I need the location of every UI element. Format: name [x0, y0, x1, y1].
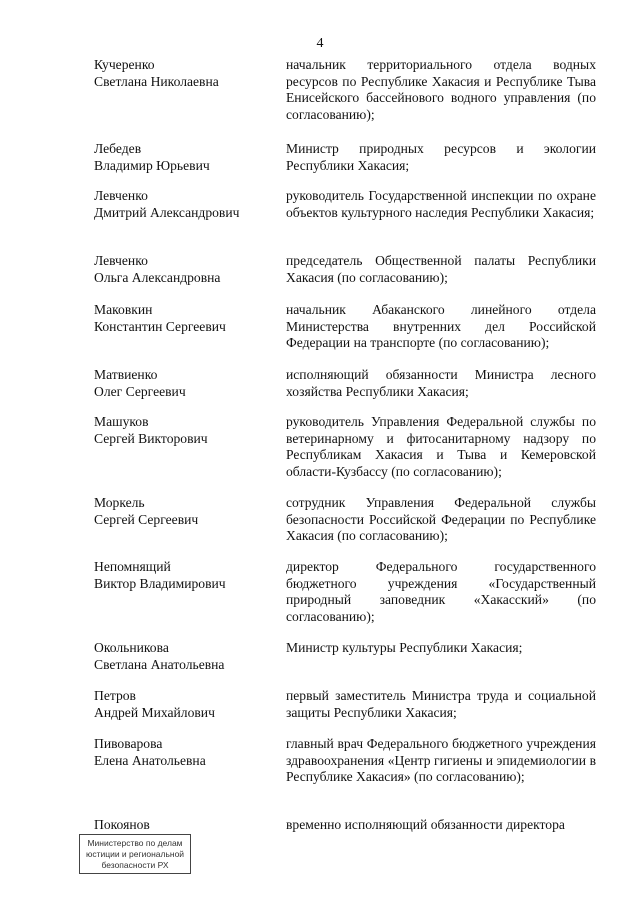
member-given-names: Андрей Михайлович	[94, 704, 215, 720]
member-name	[94, 817, 274, 834]
member-given-names: Ольга Александровна	[94, 269, 221, 285]
member-position: первый заместитель Министра труда и социальной защиты Республики Хакасия;	[286, 688, 596, 720]
member-surname: Левченко	[94, 253, 148, 268]
member-position: руководитель Управления Федеральной службы по ветеринарному и фитосанитарному надзору по Республикам Хакасия и Тыва и Кемеровской области-Кузбассу (по согласованию);	[286, 414, 596, 479]
member-position: временно исполняющий обязанности директора	[286, 817, 565, 832]
member-position: руководитель Государственной инспекции по охране объектов культурного наследия Республики Хакасия;	[286, 188, 596, 220]
member-name	[94, 367, 274, 400]
member-position: сотрудник Управления Федеральной службы безопасности Российской Федерации по Республике Хакасия (по согласованию);	[286, 495, 596, 544]
member-given-names: Сергей Викторович	[94, 430, 208, 446]
page-number: 4	[316, 36, 324, 51]
member-name	[94, 640, 274, 673]
member-surname: Окольникова	[94, 640, 169, 655]
member-name	[94, 57, 274, 90]
member-name	[94, 688, 274, 721]
member-position: директор Федерального государственного бюджетного учреждения «Государственный природный заповедник «Хакасский» (по согласованию);	[286, 559, 596, 624]
member-given-names: Дмитрий Александрович	[94, 204, 240, 220]
member-position: председатель Общественной палаты Республики Хакасия (по согласованию);	[286, 253, 596, 285]
member-given-names: Виктор Владимирович	[94, 575, 226, 591]
member-name	[94, 188, 274, 221]
member-position: Министр культуры Республики Хакасия;	[286, 640, 523, 655]
member-surname: Петров	[94, 688, 136, 703]
member-position: начальник территориального отдела водных ресурсов по Республике Хакасия и Республике Тыва Енисейского бассейнового водного управления (по согласованию);	[286, 57, 596, 122]
member-name	[94, 736, 274, 769]
member-surname: Маковкин	[94, 302, 153, 317]
member-position: исполняющий обязанности Министра лесного хозяйства Республики Хакасия;	[286, 367, 596, 399]
stamp-line: Министерство по делам	[87, 838, 183, 848]
member-name	[94, 253, 274, 286]
member-given-names: Константин Сергеевич	[94, 318, 226, 334]
member-surname: Матвиенко	[94, 367, 158, 382]
member-surname: Моркель	[94, 495, 145, 510]
member-surname: Левченко	[94, 188, 148, 203]
stamp-line: безопасности РХ	[101, 860, 169, 870]
member-surname: Машуков	[94, 414, 149, 429]
member-name	[94, 559, 274, 592]
member-name	[94, 414, 274, 447]
member-position: Министр природных ресурсов и экологии Республики Хакасия;	[286, 141, 596, 173]
member-given-names: Светлана Николаевна	[94, 73, 219, 89]
member-name	[94, 302, 274, 335]
member-surname: Лебедев	[94, 141, 142, 156]
member-given-names: Елена Анатольевна	[94, 752, 206, 768]
member-position: начальник Абаканского линейного отдела Министерства внутренних дел Российской Федерации на транспорте (по согласованию);	[286, 302, 596, 351]
member-surname: Кучеренко	[94, 57, 155, 72]
member-surname: Непомнящий	[94, 559, 171, 574]
member-given-names: Владимир Юрьевич	[94, 157, 210, 173]
member-given-names: Светлана Анатольевна	[94, 656, 225, 672]
member-position: главный врач Федерального бюджетного учреждения здравоохранения «Центр гигиены и эпидемиологии в Республике Хакасия» (по согласованию);	[286, 736, 596, 785]
member-name	[94, 141, 274, 174]
stamp-line: юстиции и региональной	[85, 849, 185, 859]
member-surname: Покоянов	[94, 817, 150, 832]
member-given-names: Олег Сергеевич	[94, 383, 186, 399]
member-name	[94, 495, 274, 528]
member-surname: Пивоварова	[94, 736, 163, 751]
ministry-stamp	[79, 834, 191, 874]
member-given-names: Сергей Сергеевич	[94, 511, 199, 527]
